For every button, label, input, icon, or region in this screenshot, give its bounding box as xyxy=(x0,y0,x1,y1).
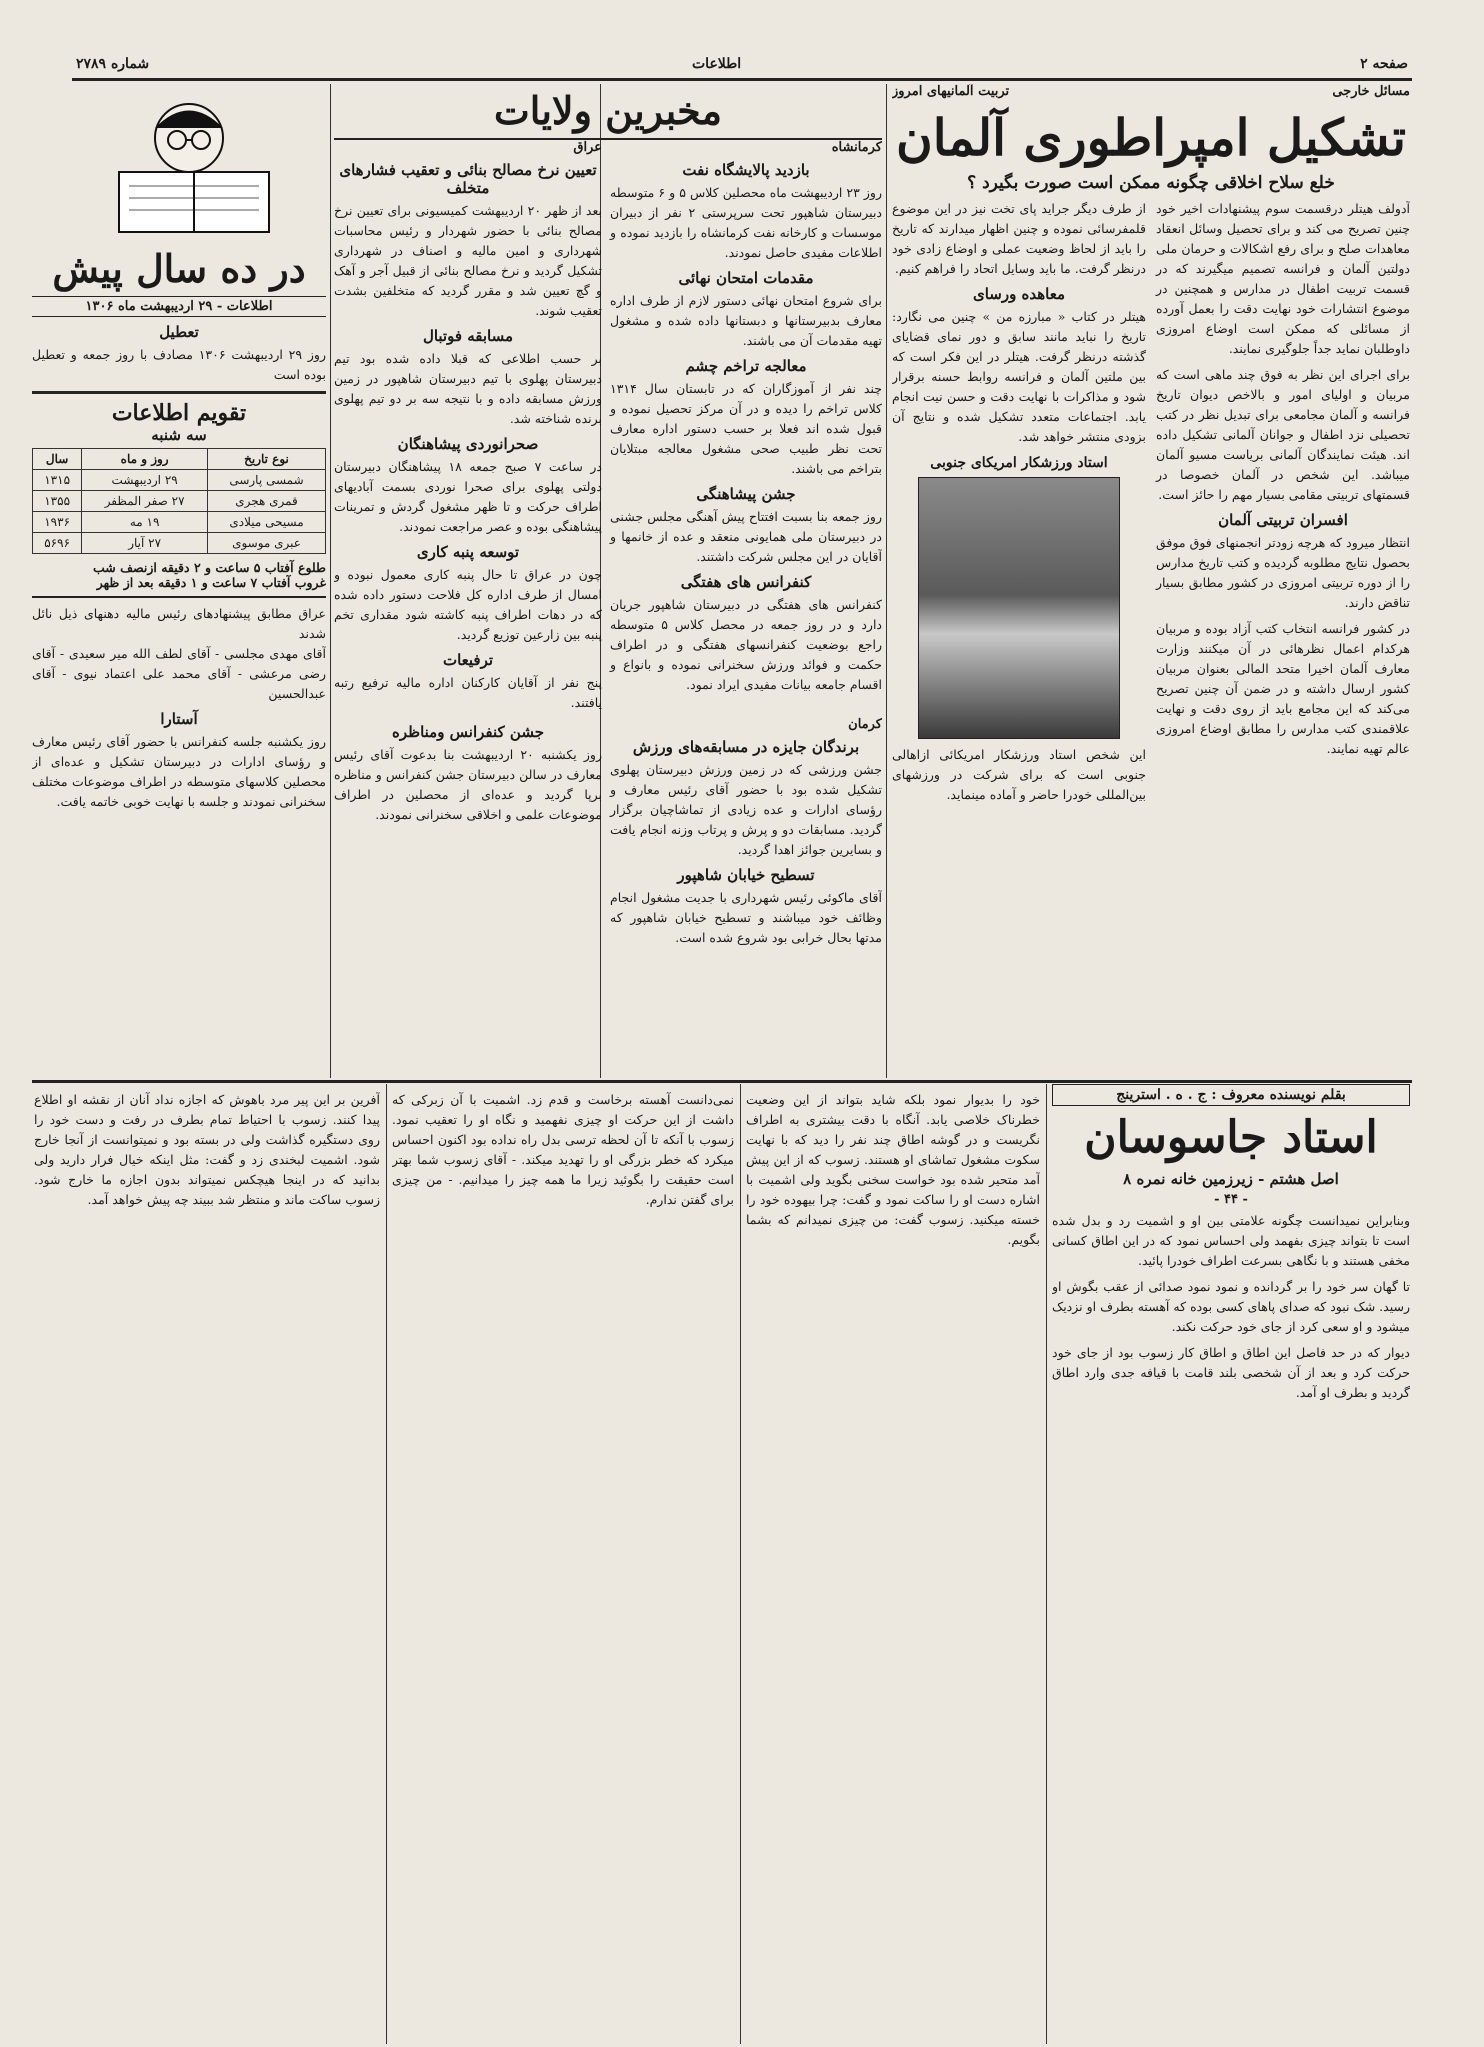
sunrise: طلوع آفتاب ۵ ساعت و ۲ دقیقه ازنصف شب xyxy=(93,560,326,575)
article-para: عراق مطابق پیشنهادهای رئیس مالیه دهنهای ذیل نائل شدند xyxy=(32,606,326,641)
article-para: آقای ماکوئی رئیس شهرداری با جدیت مشغول انجام وظائف خود میباشند و تسطیح خیابان شاهپور که مدتها بحال خرابی بود شروع شده است. xyxy=(610,890,882,945)
subheading: مقدمات امتحان نهائی xyxy=(678,269,814,287)
table-row xyxy=(33,512,326,533)
region: عراق xyxy=(573,140,602,155)
article-para: در کشور فرانسه انتخاب کتب آزاد بوده و مربیان هرکدام اعمال نظرهائی در آن میکنند وزارت معارف آلمان اخیرا متحد المالی بعنوان مربیان کشور ارسال داشته و در ضمن آن چنین تصریح می‌کند که این مجامع باید از روی دقت و نهایت علاقمندی کتب مدارس را مطابق اوضاع امروزی عالم تهیه نمایند. xyxy=(1156,621,1410,756)
issue-number: شماره ۲۷۸۹ xyxy=(76,56,150,72)
page-number: صفحه ۲ xyxy=(1360,56,1408,72)
subheading: صحرانوردی پیشاهنگان xyxy=(397,435,539,453)
article-para: روز یکشنبه جلسه کنفرانس با حضور آقای رئیس معارف و رؤسای ادارات در دبیرستان تشکیل و عده‌ای از محصلین کلاسهای متوسطه در اطراف موضوعات مختلف سخنرانی نمودند و جلسه با نهایت خوبی خاتمه یافت. xyxy=(32,734,326,809)
feature-date: اطلاعات - ۲۹ اردیبهشت ماه ۱۳۰۶ xyxy=(32,296,326,317)
article-para: برای اجرای این نظر به فوق چند ماهی است که مربیان و اولیای امور و بالاخص دیوان تاریخ فرانسه و آلمان مجامعی برای تبدیل نظر در کتب تحصیلی نزد اطفال و جوانان آلمانی تشکیل داده اند. هیئت نمایندگان آلمانی بریاست مسیو آلمان میباشد. این شخص در آلمان خصوصا در قسمتهای تربیتی مقامی بسیار مهم را حائز است. xyxy=(1156,367,1410,502)
region: کرمان xyxy=(848,717,882,732)
ten-years-ago-column xyxy=(32,84,326,1078)
photo-note: این شخص استاد ورزشکار امریکائی ازاهالی جنوبی است که برای شرکت در ورزشهای بین‌المللی خودرا حاضر و آماده مینماید. xyxy=(892,747,1146,802)
cell: عبری موسوی xyxy=(208,533,326,554)
provincial-reporters-column xyxy=(334,84,882,1078)
subheading: ترفیعات xyxy=(442,651,494,669)
article-para: کنفرانس های هفتگی در دبیرستان شاهپور جریان دارد و در روز جمعه در محصل کلاس ۵ متوسطه راجع بوضعیت کنفرانسهای هفتگی و در اطراف حکمت و فوائد ورزش سخنرانی نموده و بانواع و اقسام جامعه بیانات مفیدی ایراد نمود. xyxy=(610,597,882,692)
article-para: روز ۲۳ اردیبهشت ماه محصلین کلاس ۵ و ۶ متوسطه دبیرستان شاهپور تحت سرپرستی ۲ نفر از دبیران موسسات و کارخانه نفت کرمانشاه را بازدید نموده و اطلاعات مفیدی حاصل نمودند. xyxy=(610,185,882,260)
cell: ۱۹ مه xyxy=(82,512,208,533)
subheading: کنفرانس های هفتگی xyxy=(680,573,812,591)
article-para: بر حسب اطلاعی که قبلا داده شده بود تیم دبیرستان پهلوی با تیم دبیرستان شاهپور در زمین ورزش مسابقه داده و با نتیجه سه بر دو تیم پهلوی برنده شناخته شد. xyxy=(334,351,602,426)
headline: مخبرین ولایات xyxy=(494,88,722,133)
cell: ۱۳۵۵ xyxy=(33,491,82,512)
reader-illustration xyxy=(59,88,299,238)
article-para: خود را بدیوار نمود بلکه شاید بتواند از این وضعیت خطرناک خلاصی یابد. آنگاه با دقت بیشتری به اطراف نگریست و در گوشه اطاق چند نفر را دید که با نهایت سکوت مشغول تماشای او هستند. زسوب که از این پیش آمد متحیر شده بود خواست سخنی بگوید ولی اشمیت با اشاره دست او را ساکت نمود و گفت: چرا بیهوده خود را خسته میکنید. زسوب گفت: من چیزی نمیدانم که بشما بگویم. xyxy=(746,1092,1040,1247)
subheading: معاهده ورسای xyxy=(972,285,1066,303)
cell: ۲۷ آیار xyxy=(82,533,208,554)
serial-part: اصل هشتم - زیرزمین خانه نمره ۸ xyxy=(1123,1170,1339,1188)
table-row xyxy=(33,491,326,512)
article-para: انتظار میرود که هرچه زودتر انجمنهای فوق موفق بحصول نتایج مطلوبه گردیده و کتب تاریخ مدارس را از دوره تربیتی امروزی در کشور مطابق بسیار تناقض دارند. xyxy=(1156,535,1410,610)
serial-col-3 xyxy=(392,1090,734,2040)
article-para: چون در عراق تا حال پنبه کاری معمول نبوده و امسال از طرف اداره کل فلاحت دستور داده شده که در دهات اطراف پنبه کاشته شود مقداری تخم پنبه بین زارعین توزیع گردید. xyxy=(334,567,602,642)
col-header: نوع تاریخ xyxy=(208,449,326,470)
subheading: مسابقه فوتبال xyxy=(422,327,514,345)
article-para: از طرف دیگر جراید پای تخت نیز در این موضوع قلمفرسائی نموده و چنین اظهار میدارند که تاریخ را باید از لحاظ وضعیت عملی و اوضاع زادی خود درنظر گرفت. ما باید وسایل اتحاد را فراهم کنیم. xyxy=(892,201,1146,276)
weekday: سه شنبه xyxy=(151,426,207,444)
article-para: وبنابراین نمیدانست چگونه علامتی بین او و اشمیت رد و بدل شده است تا بتواند چیزی بفهمد ولی احساس نمود که در این اطاق کسانی مخفی هستند و با نگاهی بسرعت اطراف خودرا پائید. xyxy=(1052,1213,1410,1268)
article-para: روز یکشنبه ۲۰ اردیبهشت بنا بدعوت آقای رئیس معارف در سالن دبیرستان جشن کنفرانس و مناظره برپا گردید و عده‌ای از محصلین در اطراف موضوعات علمی و اخلاقی سخنرانی نمودند. xyxy=(334,747,602,822)
article-para: آدولف هیتلر درقسمت سوم پیشنهادات اخیر خود چنین تصریح می کند و برای تحصیل وسائل انعقاد معاهدات صلح و برای رفع اشکالات و حرمان ملی دولتین آلمان و فرانسه تصمیم میگیرند که در قسمت تربیت اطفال در مدارس و همچنین در موضوع انتشارات خود نهایت دقت را بعمل آورده از مسائلی که ممکن است اوضاع امروزی داوطلبان نماید جداً جلوگیری نمایند. xyxy=(1156,201,1410,356)
serial-story-column xyxy=(1052,1084,1410,2042)
subheading: جشن کنفرانس ومناظره xyxy=(392,723,544,741)
foreign-affairs-column xyxy=(892,84,1410,1078)
cell: مسیحی میلادی xyxy=(208,512,326,533)
article-para: پنج نفر از آقایان کارکنان اداره مالیه ترفیع رتبه یافتند. xyxy=(334,675,602,710)
sunset: غروب آفتاب ۷ ساعت و ۱ دقیقه بعد از ظهر xyxy=(96,575,326,590)
feature-title: در ده سال پیش xyxy=(52,246,306,291)
article-para: جشن ورزشی که در زمین ورزش دبیرستان پهلوی تشکیل شده بود با حضور آقای رئیس معارف و رؤسای ادارات و عده زیادی از تماشاچیان برگزار گردید. مسابقات دو و پرش و پرتاب وزنه انجام یافت و بسایرین جوائز اهدا گردید. xyxy=(610,762,882,857)
article-para: برای شروع امتحان نهائی دستور لازم از طرف اداره معارف بدبیرستانها و دبستانها داده شده و مشغول تهیه مقدمات آن می باشند. xyxy=(610,293,882,348)
article-para: روز جمعه بنا بسبت افتتاح پیش آهنگی مجلس جشنی در دبیرستان ملی همایونی منعقد و عده از خانمها و آقایان در این مجلس شرکت داشتند. xyxy=(610,509,882,564)
calendar-title: تقویم اطلاعات xyxy=(111,400,247,426)
cell: ۱۳۱۵ xyxy=(33,470,82,491)
section-label: مسائل خارجی xyxy=(1332,84,1410,99)
article-para: روز ۲۹ اردیبهشت ۱۳۰۶ مصادف با روز جمعه و تعطیل بوده است xyxy=(32,347,326,382)
subheading: توسعه پنبه کاری xyxy=(416,543,520,561)
subheading: برندگان جایزه در مسابقه‌های ورزش xyxy=(632,738,860,756)
athlete-photo xyxy=(918,477,1120,739)
col-header: روز و ماه xyxy=(82,449,208,470)
region: کرمانشاه xyxy=(831,140,882,155)
article-para: چند نفر از آموزگاران که در تابستان سال ۱۳۱۴ کلاس تراخم را دیده و در آن مرکز تحصیل نموده و قبول شده اند فعلا بر حسب دستور اداره معارف تحت نظر طبیب صحی مشغول معالجه مبتلایان بتراخم می باشند. xyxy=(610,381,882,476)
serial-col-2 xyxy=(746,1090,1040,2040)
article-para: آفرین بر این پیر مرد باهوش که اجازه نداد آنان از نقشه او اطلاع پیدا کنند. زسوب با احتیاط تمام بطرف در رفت و دست خود را روی دستگیره گذاشت ولی در بسته بود و نمیتوانست از آنجا خارج شود. اشمیت لبخندی زد و گفت: مثل اینکه خیال فرار دارید ولی بدانید که در اینجا هیچکس نمیتواند بدون اجازه ما خارج شود. زسوب ساکت ماند و منتظر شد ببیند چه پیش خواهد آمد. xyxy=(34,1092,380,1207)
kicker: تربیت آلمانیهای امروز xyxy=(892,84,1010,99)
article-para: هیتلر در کتاب « مبارزه من » چنین می نگارد: تاریخ را نباید مانند سابق و دور نمای قضایای گذشته درنظر گرفت. هیتلر در این فکر است که بین ملتین آلمان و فرانسه روابط حسنه برقرار شود و مذاکرات با نهایت دقت و حسن نیت انجام یابد. اجتماعات متعدد تشکیل شده و نتایج آن بزودی منتشر خواهد شد. xyxy=(892,309,1146,444)
article-para: بعد از ظهر ۲۰ اردیبهشت کمیسیونی برای تعیین نرخ مصالح بنائی با حضور شهردار و رئیس محاسبات شهرداری و امین مالیه و اصناف در شهرداری تشکیل گردید و نرخ مصالح بنائی از قبیل آجر و آهک و گچ تعیین شد و مقرر گردید که متخلفین بشدت تعقیب شوند. xyxy=(334,203,602,318)
calendar-table xyxy=(32,448,326,554)
cell: ۲۹ اردیبهشت xyxy=(82,470,208,491)
photo-caption: استاد ورزشکار امریکای جنوبی xyxy=(930,455,1108,471)
region: آستارا xyxy=(160,710,198,728)
headline: تشکیل امپراطوری آلمان xyxy=(895,108,1407,167)
article-para: تا گهان سر خود را بر گردانده و نمود نمود صدائی از عقب بگوش او رسید. شک نبود که صدای پاهای کسی بوده که آهسته بطرف او نزدیک میشود و او سعی کرد از جای خود حرکت نکند. xyxy=(1052,1279,1410,1334)
subheading: معالجه تراخم چشم xyxy=(685,357,807,375)
col-header: سال xyxy=(33,449,82,470)
article-para: در ساعت ۷ صبح جمعه ۱۸ پیشاهنگان دبیرستان دولتی پهلوی برای صحرا نوردی بسمت آبادیهای اطراف حرکت و تا ظهر مشغول گردش و تمرینات پیشاهنگی بوده و عصر مراجعت نمودند. xyxy=(334,459,602,534)
article-para: دیوار که در حد فاصل این اطاق و اطاق کار زسوب بود از جای خود حرکت کرد و بعد از آن شخصی بلند قامت با قیافه جدی وارد اطاق گردید و بطرف او آمد. xyxy=(1052,1345,1410,1400)
serial-chapter: - ۴۴ - xyxy=(1214,1192,1248,1207)
cell: قمری هجری xyxy=(208,491,326,512)
serial-col-4 xyxy=(34,1090,380,2040)
table-row xyxy=(33,470,326,491)
subheadline: خلع سلاح اخلاقی چگونه ممکن است صورت بگیرد ؟ xyxy=(967,173,1335,193)
masthead xyxy=(72,52,1412,78)
cell: ۵۶۹۶ xyxy=(33,533,82,554)
cell: ۲۷ صفر المظفر xyxy=(82,491,208,512)
subheading: تعیین نرخ مصالح بنائی و تعقیب فشارهای متخلف xyxy=(339,161,597,197)
subheading: افسران تربیتی آلمان xyxy=(1218,511,1348,529)
cell: شمسی پارسی xyxy=(208,470,326,491)
subheading: بازدید پالایشگاه نفت xyxy=(682,161,810,179)
subheading: تسطیح خیابان شاهپور xyxy=(677,866,815,884)
cell: ۱۹۳۶ xyxy=(33,512,82,533)
subheading: جشن پیشاهنگی xyxy=(696,485,796,503)
serial-title: استاد جاسوسان xyxy=(1084,1112,1378,1163)
paper-name: اطلاعات xyxy=(692,56,742,72)
article-para: آقای مهدی مجلسی - آقای لطف الله میر سعیدی - آقای رضی مرعشی - آقای محمد علی اعتماد نیوی - آقای عبدالحسین xyxy=(32,646,326,701)
article-para: نمی‌دانست آهسته برخاست و قدم زد. اشمیت با آن زبرکی که داشت از این حرکت او چیزی نفهمید و نگاه او را تعقیب نمود. زسوب با آنکه تا آن لحظه ترسی بدل راه نداده بود اکنون احساس میکرد که خطر بزرگی او را تهدید میکند. - آقای زسوب شما بهتر است حقیقت را بگوئید زیرا ما همه چیز را میدانیم. - من چیزی برای گفتن ندارم. xyxy=(392,1092,734,1207)
subheading: تعطیل xyxy=(159,323,199,341)
table-row xyxy=(33,533,326,554)
serial-kicker: بقلم نویسنده معروف : ج . ه . استرینج xyxy=(1052,1084,1410,1106)
